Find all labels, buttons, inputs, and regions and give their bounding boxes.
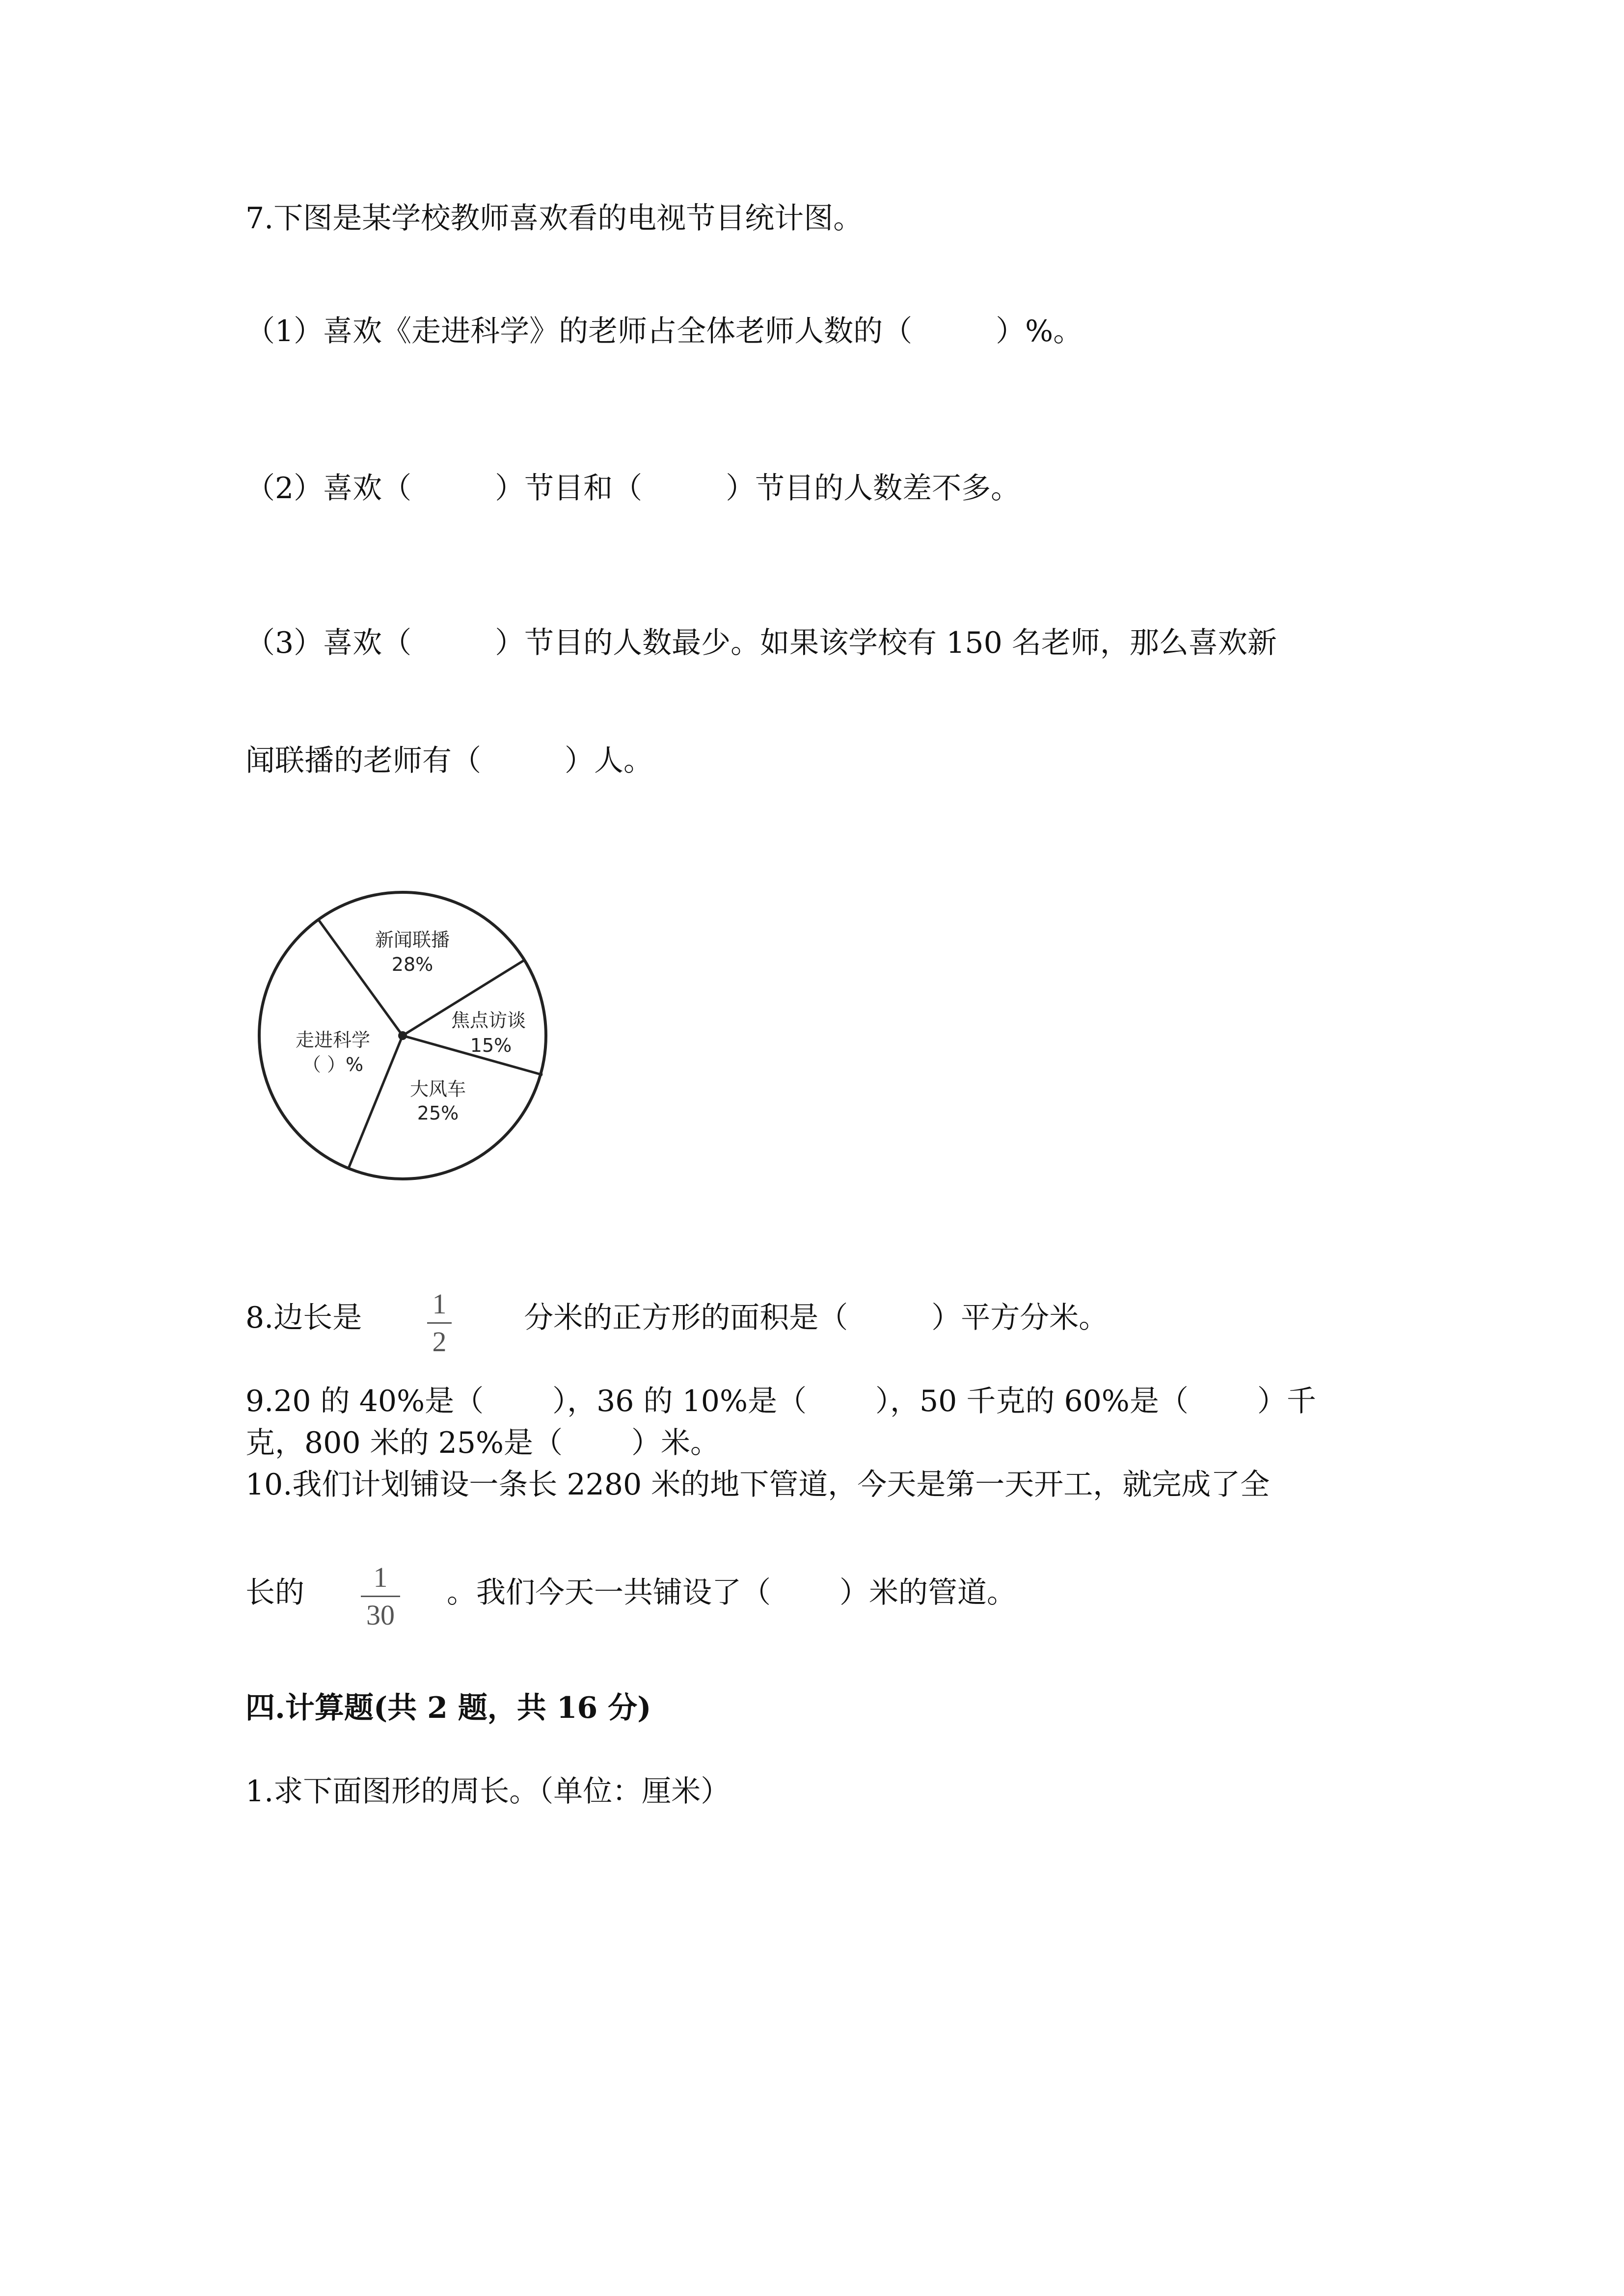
q10-frac-bar bbox=[361, 1596, 400, 1597]
q7-part3-d: ）人。 bbox=[565, 744, 653, 778]
q8-frac-bar bbox=[427, 1322, 452, 1324]
q10-c: ）米的管道。 bbox=[839, 1575, 1016, 1610]
slice-value-jiaodian: 15% bbox=[470, 1035, 512, 1056]
slice-value-xinwen: 28% bbox=[391, 954, 433, 975]
tv-program-pie-chart bbox=[250, 883, 565, 1198]
q9-l1-a: 9.20 的 40%是（ bbox=[245, 1384, 484, 1418]
q10-line1 bbox=[245, 1465, 1270, 1504]
slice-label-xinwen: 新闻联播 bbox=[375, 929, 450, 951]
q10-b: 。我们今天一共铺设了（ bbox=[447, 1575, 771, 1610]
q10-a: 长的 bbox=[245, 1575, 304, 1610]
q9-line1 bbox=[245, 1382, 1316, 1421]
q9-l2-a: 克，800 米的 25%是（ bbox=[245, 1426, 563, 1460]
slice-value-dafengche: 25% bbox=[417, 1102, 459, 1124]
q7-part2 bbox=[245, 469, 1020, 508]
q7-part3-b: ）节目的人数最少。如果该学校有 150 名老师，那么喜欢新 bbox=[495, 626, 1277, 660]
q7-part1-end: ）%。 bbox=[996, 314, 1083, 348]
q7-part2-b: ）节目和（ bbox=[495, 471, 643, 506]
q8-frac-denominator: 2 bbox=[432, 1326, 447, 1358]
q10-frac-numerator: 1 bbox=[373, 1561, 388, 1593]
q8-fraction bbox=[427, 1290, 452, 1356]
q7-part3-cont bbox=[245, 741, 653, 780]
q7-part1 bbox=[245, 312, 1083, 351]
slice-label-zoujin: 走进科学 bbox=[295, 1029, 371, 1051]
section4-heading-text: 四.计算题(共 2 题，共 16 分) bbox=[245, 1691, 651, 1725]
section4-heading bbox=[245, 1688, 651, 1728]
q9-l1-b: ），36 的 10%是（ bbox=[552, 1384, 807, 1418]
q10-frac-denominator: 30 bbox=[366, 1599, 395, 1631]
q7-part1-text: （1）喜欢《走进科学》的老师占全体老师人数的（ bbox=[245, 314, 913, 348]
q8-c: ）平方分米。 bbox=[931, 1301, 1109, 1335]
q7-part2-a: （2）喜欢（ bbox=[245, 471, 412, 506]
q7-part2-c: ）节目的人数差不多。 bbox=[726, 471, 1021, 506]
pie-center-dot bbox=[398, 1031, 407, 1040]
q7-part3-c: 闻联播的老师有（ bbox=[245, 744, 481, 778]
q9-l1-c: ），50 千克的 60%是（ bbox=[875, 1384, 1189, 1418]
q9-line2 bbox=[245, 1423, 720, 1463]
slice-label-jiaodian: 焦点访谈 bbox=[451, 1010, 526, 1031]
q7-title-text: 7.下图是某学校教师喜欢看的电视节目统计图。 bbox=[245, 201, 863, 236]
q8-frac-numerator: 1 bbox=[432, 1288, 447, 1320]
q7-title bbox=[245, 199, 863, 238]
q10-fraction bbox=[361, 1563, 400, 1629]
slice-label-dafengche: 大风车 bbox=[409, 1078, 466, 1100]
q7-part3 bbox=[245, 623, 1277, 663]
q10-l1: 10.我们计划铺设一条长 2280 米的地下管道，今天是第一天开工，就完成了全 bbox=[245, 1468, 1270, 1502]
q7-part3-a: （3）喜欢（ bbox=[245, 626, 412, 660]
q8-line bbox=[245, 1298, 1108, 1337]
section4-q1-text: 1.求下面图形的周长。（单位：厘米） bbox=[245, 1774, 731, 1809]
q9-l1-d: ）千 bbox=[1257, 1384, 1316, 1418]
slice-value-zoujin: （ ）% bbox=[302, 1054, 364, 1075]
q8-a: 8.边长是 bbox=[245, 1301, 362, 1335]
q8-b: 分米的正方形的面积是（ bbox=[524, 1301, 848, 1335]
q9-l2-b: ）米。 bbox=[631, 1426, 720, 1460]
section4-q1 bbox=[245, 1772, 730, 1811]
